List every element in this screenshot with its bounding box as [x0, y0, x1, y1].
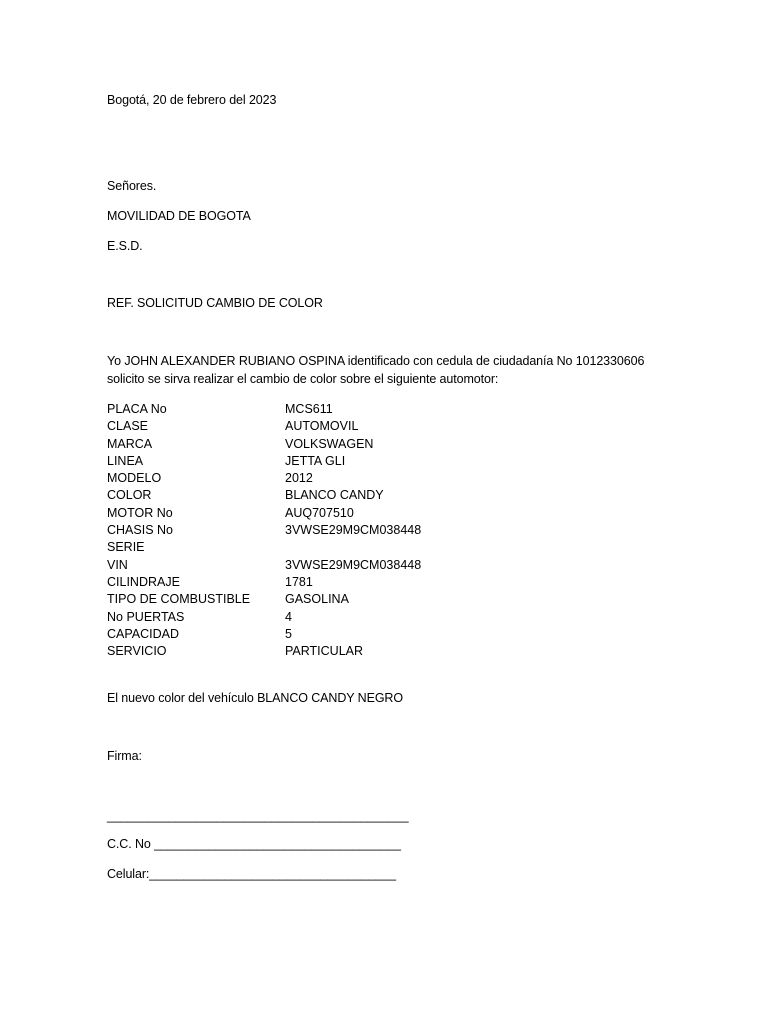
spec-label: SERIE	[107, 540, 145, 555]
spec-label: CAPACIDAD	[107, 626, 180, 641]
spec-value: 5	[285, 626, 292, 641]
signature-line: ____________________________________________	[107, 809, 409, 823]
spec-value: 3VWSE29M9CM038448	[285, 523, 422, 538]
spec-label: VIN	[107, 557, 128, 572]
spec-label: CHASIS No	[107, 523, 173, 538]
spec-label: MODELO	[107, 471, 162, 486]
spec-label: TIPO DE COMBUSTIBLE	[107, 592, 251, 607]
spec-label: CILINDRAJE	[107, 574, 180, 589]
spec-row	[107, 643, 421, 660]
new-color-line: El nuevo color del vehículo BLANCO CANDY NEGRO	[107, 691, 403, 705]
spec-row	[107, 505, 421, 522]
spec-value: 4	[285, 609, 292, 624]
spec-label: LINEA	[107, 453, 144, 468]
spec-row	[107, 401, 421, 418]
spec-label: MARCA	[107, 436, 153, 451]
body-line-1: Yo JOHN ALEXANDER RUBIANO OSPINA identificado con cedula de ciudadanía No 1012330606	[107, 354, 645, 368]
spec-value: 1781	[285, 574, 313, 589]
spec-label: CLASE	[107, 419, 148, 434]
vehicle-spec-table	[107, 401, 421, 660]
spec-row	[107, 453, 421, 470]
spec-row	[107, 436, 421, 453]
spec-value: BLANCO CANDY	[285, 488, 384, 503]
celular-line: Celular:____________________________________	[107, 867, 396, 881]
body-line-2: solicito se sirva realizar el cambio de color sobre el siguiente automotor:	[107, 372, 499, 386]
spec-label: PLACA No	[107, 402, 167, 416]
reference-line: REF. SOLICITUD CAMBIO DE COLOR	[107, 296, 323, 310]
spec-row	[107, 418, 421, 435]
spec-value: VOLKSWAGEN	[285, 436, 374, 451]
spec-row	[107, 626, 421, 643]
esd-line: E.S.D.	[107, 239, 143, 253]
spec-label: COLOR	[107, 488, 152, 503]
date-line: Bogotá, 20 de febrero del 2023	[107, 93, 277, 107]
salutation: Señores.	[107, 179, 157, 193]
spec-value: 3VWSE29M9CM038448	[285, 557, 422, 572]
spec-value: AUQ707510	[285, 505, 354, 520]
spec-label: No PUERTAS	[107, 609, 185, 624]
spec-value: 2012	[285, 471, 313, 486]
spec-label: SERVICIO	[107, 644, 167, 659]
spec-row	[107, 470, 421, 487]
spec-value: JETTA GLI	[285, 453, 346, 468]
spec-row	[107, 591, 421, 608]
spec-row	[107, 539, 421, 556]
spec-row	[107, 557, 421, 574]
recipient: MOVILIDAD DE BOGOTA	[107, 209, 251, 223]
spec-row	[107, 522, 421, 539]
spec-row	[107, 609, 421, 626]
spec-value: AUTOMOVIL	[285, 419, 359, 434]
spec-value: MCS611	[285, 402, 333, 416]
cc-line: C.C. No ____________________________________	[107, 837, 401, 851]
spec-label: MOTOR No	[107, 505, 173, 520]
spec-value: PARTICULAR	[285, 644, 364, 659]
firma-label: Firma:	[107, 749, 142, 763]
spec-row	[107, 487, 421, 504]
spec-value: GASOLINA	[285, 592, 349, 607]
spec-row	[107, 574, 421, 591]
